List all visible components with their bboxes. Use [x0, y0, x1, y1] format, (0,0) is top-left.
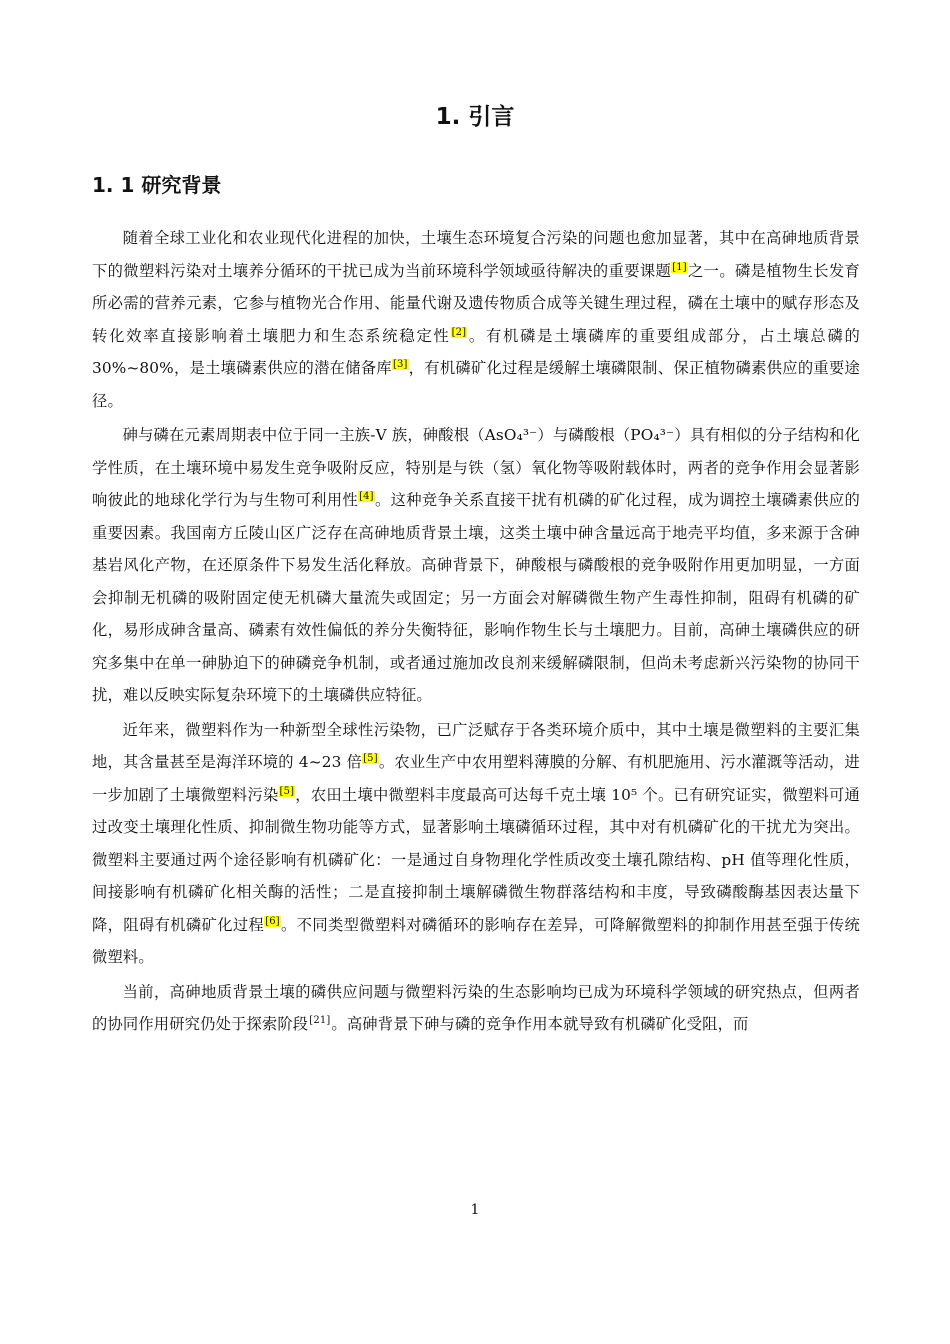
- paragraph: [92, 714, 860, 974]
- chapter-title: 1. 引言: [435, 104, 515, 130]
- citation-marker: [2]: [451, 326, 467, 338]
- citation-marker: [21]: [309, 1015, 331, 1026]
- paragraph-text: 当前，高砷地质背景土壤的磷供应问题与微塑料污染的生态影响均已成为环境科学领域的研究热点，但两者的协同作用研究仍处于探索阶段: [92, 982, 860, 1033]
- citation-marker: [5]: [363, 753, 378, 764]
- section-title: 1. 1 研究背景: [92, 173, 222, 197]
- paragraph-text: 。高砷背景下砷与磷的竞争作用本就导致有机磷矿化受阻，而: [331, 1015, 749, 1033]
- citation-marker: [3]: [392, 359, 408, 370]
- paragraph: [92, 222, 860, 417]
- paragraph-text: 近年来，微塑料作为一种新型全球性污染物，已广泛赋存于各类环境介质中，其中土壤是微塑料的主要汇集地，其含量甚至是海洋环境的 4~23 倍: [92, 720, 860, 771]
- citation-marker: [6]: [265, 915, 280, 927]
- paragraph-text: 。这种竞争关系直接干扰有机磷的矿化过程，成为调控土壤磷素供应的重要因素。我国南方丘陵山区广泛存在高砷地质背景土壤，这类土壤中砷含量远高于地壳平均值，多来源于含砷基岩风化产物，在还原条件下易发生活化释放。高砷背景下，砷酸根与磷酸根的竞争吸附作用更加明显，一方面会抑制无机磷的吸附固定使无机磷大量流失或固定；另一方面会对解磷微生物产生毒性抑制，阻碍有机磷的矿化，易形成砷含量高、磷素有效性偏低的养分失衡特征，影响作物生长与土壤肥力。目前，高砷土壤磷供应的研究多集中在单一砷胁迫下的砷磷竞争机制，或者通过施加改良剂来缓解磷限制，但尚未考虑新兴污染物的协同干扰，难以反映实际复杂环境下的土壤磷供应特征。: [92, 491, 860, 704]
- paragraph-text: ，有机磷矿化过程是缓解土壤磷限制、保正植物磷素供应的重要途径。: [92, 359, 861, 410]
- citation-marker: [5]: [279, 785, 295, 797]
- paragraph-text: 。农业生产中农用塑料薄膜的分解、有机肥施用、污水灌溉等活动，进一步加剧了土壤微塑料污染: [92, 753, 860, 804]
- paragraph-text: 随着全球工业化和农业现代化进程的加快，土壤生态环境复合污染的问题也愈加显著，其中在高砷地质背景下的微塑料污染对土壤养分循环的干扰已成为当前环境科学领域亟待解决的重要课题: [92, 229, 860, 280]
- body-text: [92, 222, 860, 1043]
- paragraph-text: ，农田土壤中微塑料丰度最高可达每千克土壤 10⁵ 个。已有研究证实，微塑料可通过改变土壤理化性质、抑制微生物功能等方式，显著影响土壤磷循环过程，其中对有机磷矿化的干扰尤为突出。微塑料主要通过两个途径影响有机磷矿化：一是通过自身物理化学性质改变土壤孔隙结构、pH 值等理化性质，间接影响有机磷矿化相关酶的活性；二是直接抑制土壤解磷微生物群落结构和丰度，导致磷酸酶基因表达量下降，阻碍有机磷矿化过程: [92, 785, 860, 934]
- page-number: 1: [470, 1202, 480, 1218]
- paragraph-text: 。不同类型微塑料对磷循环的影响存在差异，可降解微塑料的抑制作用甚至强于传统微塑料。: [92, 915, 860, 966]
- citation-marker: [1]: [672, 261, 687, 273]
- paragraph: [92, 976, 860, 1041]
- citation-marker: [4]: [359, 491, 374, 502]
- paragraph-text: 砷与磷在元素周期表中位于同一主族-V 族，砷酸根（AsO₄³⁻）与磷酸根（PO₄³⁻）具有相似的分子结构和化学性质，在土壤环境中易发生竞争吸附反应，特别是与铁（氢）氧化物等吸附载体时，两者的竞争作用会显著影响彼此的地球化学行为与生物可利用性: [92, 426, 860, 509]
- paragraph-text: 之一。磷是植物生长发育所必需的营养元素，它参与植物光合作用、能量代谢及遗传物质合成等关键生理过程，磷在土壤中的赋存形态及转化效率直接影响着土壤肥力和生态系统稳定性: [92, 261, 860, 345]
- paragraph: [92, 419, 860, 712]
- paragraph-text: 。有机磷是土壤磷库的重要组成部分，占土壤总磷的 30%~80%，是土壤磷素供应的潜在储备库: [92, 326, 860, 377]
